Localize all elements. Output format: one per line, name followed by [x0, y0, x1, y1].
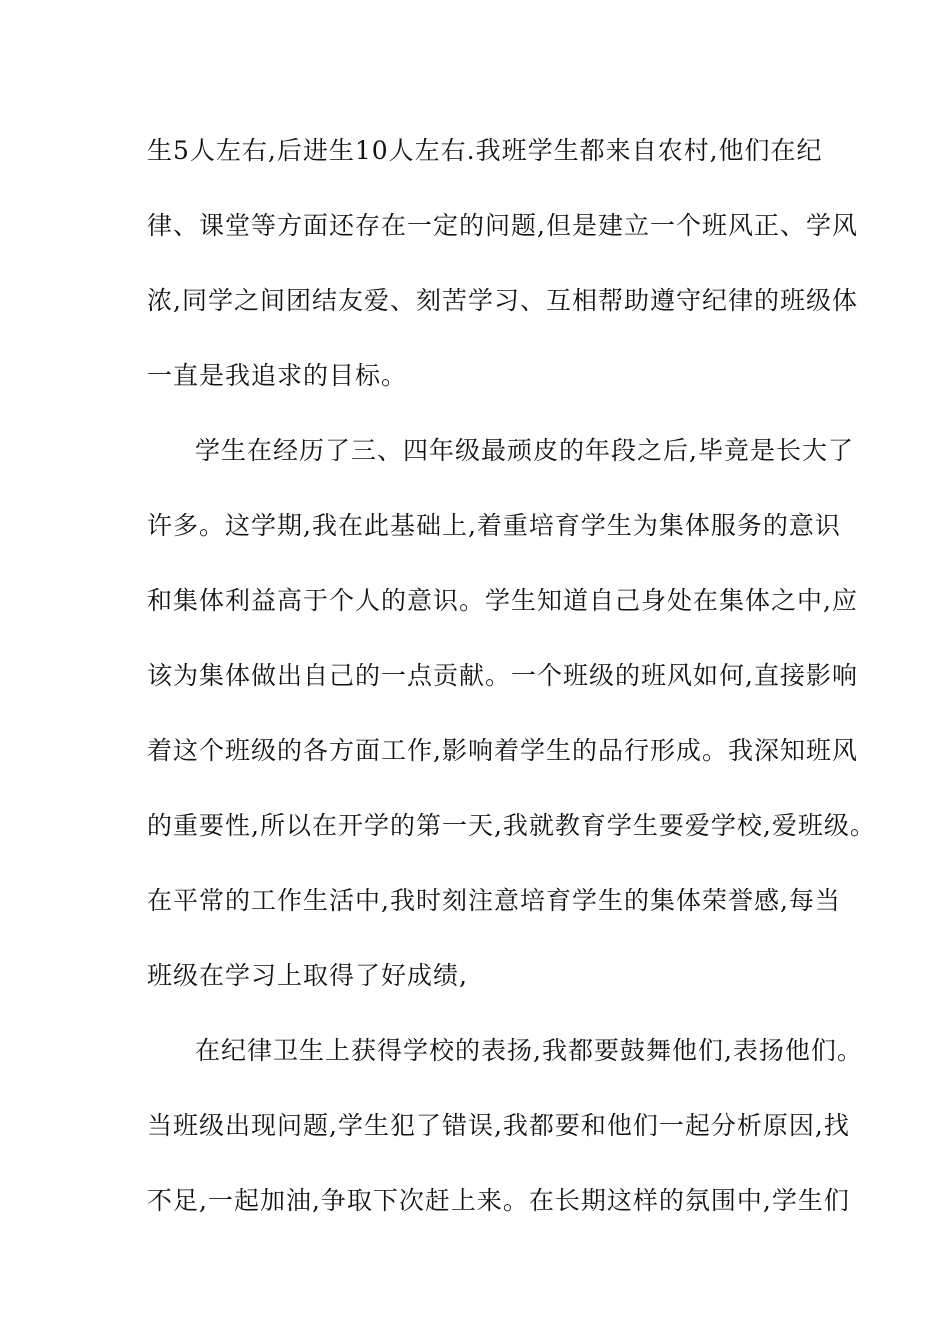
- text-line: 一直是我追求的目标。: [147, 361, 408, 390]
- paragraph-first-line: 在纪律卫生上获得学校的表扬,我都要鼓舞他们,表扬他们。: [195, 1036, 863, 1065]
- text-line: 在平常的工作生活中,我时刻注意培育学生的集体荣誉感,每当: [147, 886, 841, 915]
- text-line: 不足,一起加油,争取下次赶上来。在长期这样的氛围中,学生们: [147, 1186, 850, 1215]
- text-line: 律、课堂等方面还存在一定的问题,但是建立一个班风正、学风: [147, 211, 858, 240]
- text-line: 浓,同学之间团结友爱、刻苦学习、互相帮助遵守纪律的班级体: [147, 286, 858, 315]
- paragraph-first-line: 学生在经历了三、四年级最顽皮的年段之后,毕竟是长大了: [195, 436, 854, 465]
- text-line: 许多。这学期,我在此基础上,着重培育学生为集体服务的意识: [147, 511, 841, 540]
- text-line: 班级在学习上取得了好成绩,: [147, 961, 468, 990]
- text-line: 着这个班级的各方面工作,影响着学生的品行形成。我深知班风: [147, 736, 858, 765]
- text-line: 该为集体做出自己的一点贡献。一个班级的班风如何,直接影响: [147, 661, 858, 690]
- text-line: 生5人左右,后进生10人左右.我班学生都来自农村,他们在纪: [147, 136, 823, 165]
- text-line: 的重要性,所以在开学的第一天,我就教育学生要爱学校,爱班级。: [147, 811, 876, 840]
- text-line: 和集体利益高于个人的意识。学生知道自己身处在集体之中,应: [147, 586, 858, 615]
- text-line: 当班级出现问题,学生犯了错误,我都要和他们一起分析原因,找: [147, 1111, 850, 1140]
